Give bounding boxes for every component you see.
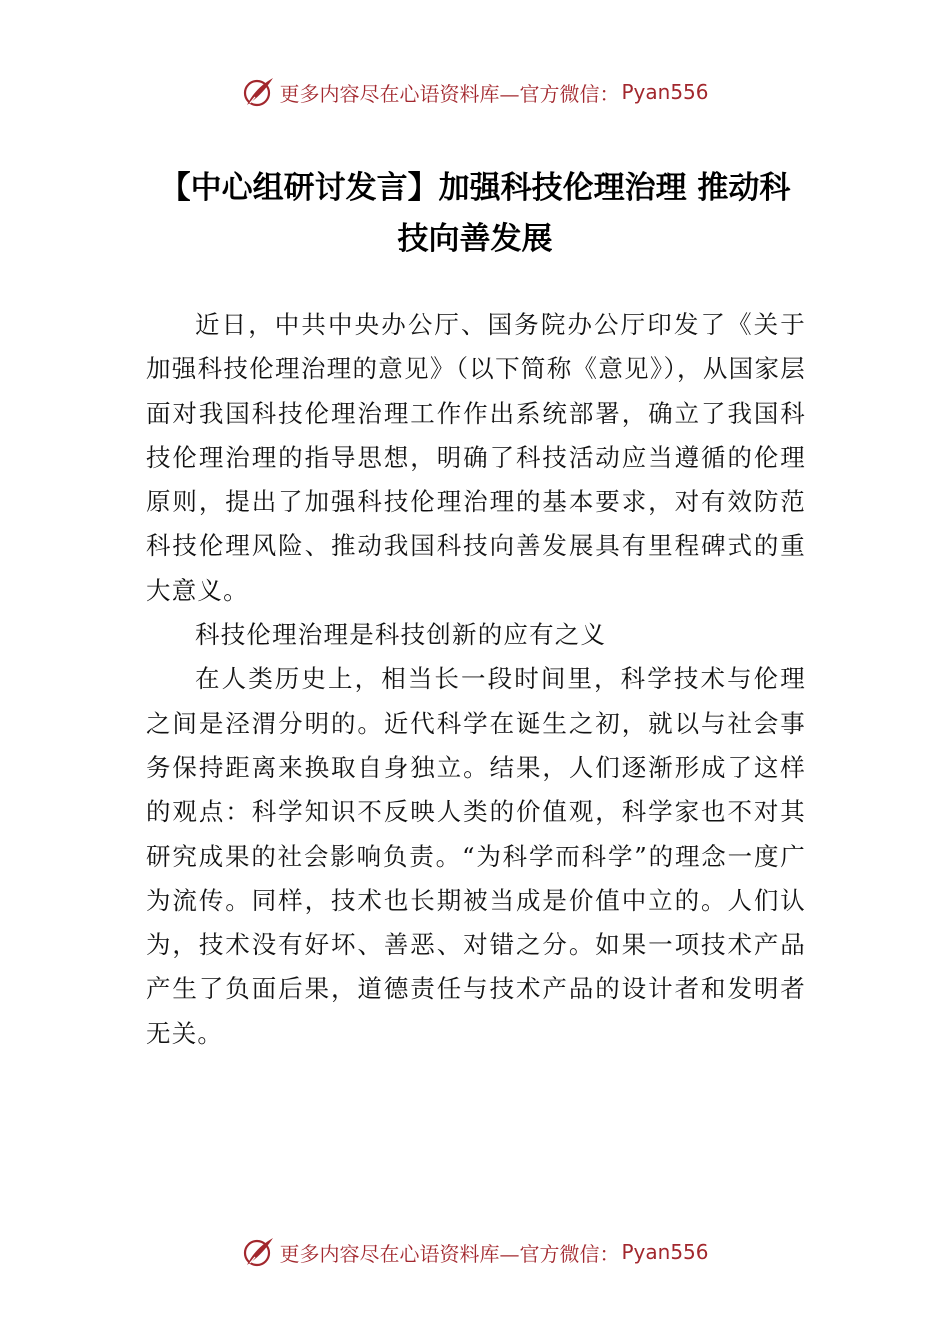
quill-logo-icon bbox=[241, 1235, 275, 1269]
banner-wechat-handle: Pyan556 bbox=[621, 80, 709, 104]
document-title: 【中心组研讨发言】加强科技伦理治理 推动科技向善发展 bbox=[159, 170, 791, 257]
header-banner bbox=[0, 72, 950, 112]
banner-wechat-handle: Pyan556 bbox=[621, 1240, 709, 1264]
document-body bbox=[146, 303, 806, 1056]
banner-text: 更多内容尽在心语资料库—官方微信： bbox=[279, 1241, 620, 1266]
banner-text: 更多内容尽在心语资料库—官方微信： bbox=[279, 81, 620, 106]
paragraph-history: 在人类历史上，相当长一段时间里，科学技术与伦理之间是泾渭分明的。近代科学在诞生之初，就以与社会事务保持距离来换取自身独立。结果，人们逐渐形成了这样的观点：科学知识不反映人类的价值观，科学家也不对其研究成果的社会影响负责。“为科学而科学”的理念一度广为流传。同样，技术也长期被当成是价值中立的。人们认为，技术没有好坏、善恶、对错之分。如果一项技术产品产生了负面后果，道德责任与技术产品的设计者和发明者无关。 bbox=[146, 664, 806, 1048]
footer-banner bbox=[0, 1232, 950, 1272]
paragraph-intro: 近日，中共中央办公厅、国务院办公厅印发了《关于加强科技伦理治理的意见》（以下简称《意见》），从国家层面对我国科技伦理治理工作作出系统部署，确立了我国科技伦理治理的指导思想，明确了科技活动应当遵循的伦理原则，提出了加强科技伦理治理的基本要求，对有效防范科技伦理风险、推动我国科技向善发展具有里程碑式的重大意义。 bbox=[146, 310, 806, 605]
quill-logo-icon bbox=[241, 75, 275, 109]
section-heading: 科技伦理治理是科技创新的应有之义 bbox=[195, 620, 607, 650]
